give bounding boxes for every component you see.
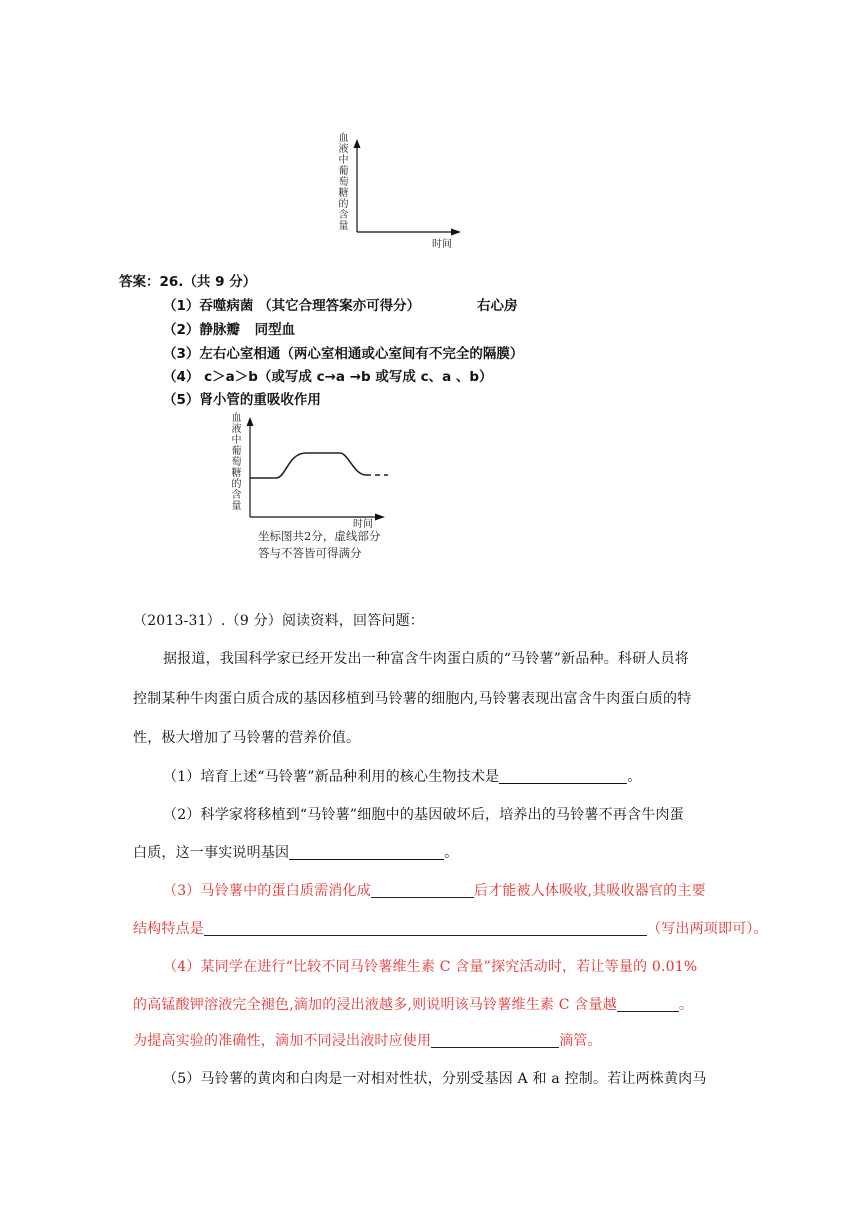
question-3-line-2 xyxy=(133,918,768,938)
question-3-text-c: 结构特点是 xyxy=(133,921,204,937)
answer-line-1b: 右心房 xyxy=(477,298,518,314)
question-1-text: （1）培育上述“马铃薯”新品种利用的核心生物技术是 xyxy=(163,769,500,785)
question-2-text: 白质，这一事实说明基因 xyxy=(133,845,290,861)
question-4-blank-1[interactable] xyxy=(617,997,679,1012)
question-4-line-1: （4）某同学在进行“比较不同马铃薯维生素 C 含量”探究活动时，若让等量的 0.01% xyxy=(163,959,698,975)
question-3-blank-1[interactable] xyxy=(371,883,474,898)
question-4-line-3 xyxy=(133,1030,602,1050)
question-3-text-d: （写出两项即可）。 xyxy=(647,921,768,937)
question-3-text-b: 后才能被人体吸收,其吸收器官的主要 xyxy=(473,883,706,899)
question-4-text-d: 滴管。 xyxy=(559,1033,602,1049)
answer-line-2: （2）静脉瓣 同型血 xyxy=(163,322,296,338)
answer-header: 答案：26.（共 9 分） xyxy=(119,274,257,290)
empty-glucose-graph xyxy=(335,125,475,250)
answer-line-3: （3）左右心室相通（两心室相通或心室间有不完全的隔膜） xyxy=(163,346,524,362)
graph-note-line-2: 答与不答皆可得满分 xyxy=(258,546,362,560)
question-2-line-2 xyxy=(133,842,458,862)
graph-note-line-1: 坐标图共2分，虚线部分 xyxy=(258,529,381,543)
answer-line-4: （4） c＞a＞b（或写成 c→a →b 或写成 c、a 、b） xyxy=(163,369,493,385)
question-3-blank-2[interactable] xyxy=(204,921,647,936)
answer-line-1a: （1）吞噬病菌 （其它合理答案亦可得分） xyxy=(163,298,421,314)
question-4-blank-2[interactable] xyxy=(431,1033,559,1048)
question-4-text-a: 的高锰酸钾溶液完全褪色,滴加的浸出液越多,则说明该马铃薯维生素 C 含量越 xyxy=(133,997,617,1013)
question-5-line-1: （5）马铃薯的黄肉和白肉是一对相对性状，分别受基因 A 和 a 控制。若让两株黄肉马 xyxy=(163,1071,707,1087)
question-2-blank[interactable] xyxy=(289,845,444,860)
question-4-text-c: 为提高实验的准确性，滴加不同浸出液时应使用 xyxy=(133,1033,432,1049)
glucose-curve-graph xyxy=(228,405,403,530)
question-4-text-b: 。 xyxy=(678,997,694,1013)
graph2-y-axis-label: 血液中葡萄糖的含量 xyxy=(231,413,242,512)
question-2-end: 。 xyxy=(444,845,459,861)
paragraph-line-3: 性，极大增加了马铃薯的营养价值。 xyxy=(133,730,361,746)
graph1-axes xyxy=(335,125,475,250)
question-1 xyxy=(163,766,641,786)
question-2-line-1: （2）科学家将移植到“马铃薯”细胞中的基因破坏后，培养出的马铃薯不再含牛肉蛋 xyxy=(163,807,684,823)
question-3-line-1 xyxy=(163,880,706,900)
paragraph-line-2: 控制某种牛肉蛋白质合成的基因移植到马铃薯的细胞内,马铃薯表现出富含牛肉蛋白质的特 xyxy=(133,691,692,707)
question-1-blank[interactable] xyxy=(499,769,627,784)
paragraph-line-1: 据报道，我国科学家已经开发出一种富含牛肉蛋白质的“马铃薯”新品种。科研人员将 xyxy=(163,651,689,667)
glucose-curve-solid xyxy=(250,453,366,478)
question-4-line-2 xyxy=(133,994,693,1014)
question-header: （2013-31）.（9 分）阅读资料，回答问题： xyxy=(133,613,424,629)
question-1-end: 。 xyxy=(627,769,642,785)
graph1-y-axis-label: 血液中葡萄糖的含量 xyxy=(338,133,349,232)
graph1-x-axis-label: 时间 xyxy=(432,239,452,250)
graph2-axes-and-curve xyxy=(228,405,403,530)
question-3-text-a: （3）马铃薯中的蛋白质需消化成 xyxy=(163,883,371,899)
answer-line-5: （5）肾小管的重吸收作用 xyxy=(163,392,321,408)
graph2-x-axis-label: 时间 xyxy=(353,519,373,530)
